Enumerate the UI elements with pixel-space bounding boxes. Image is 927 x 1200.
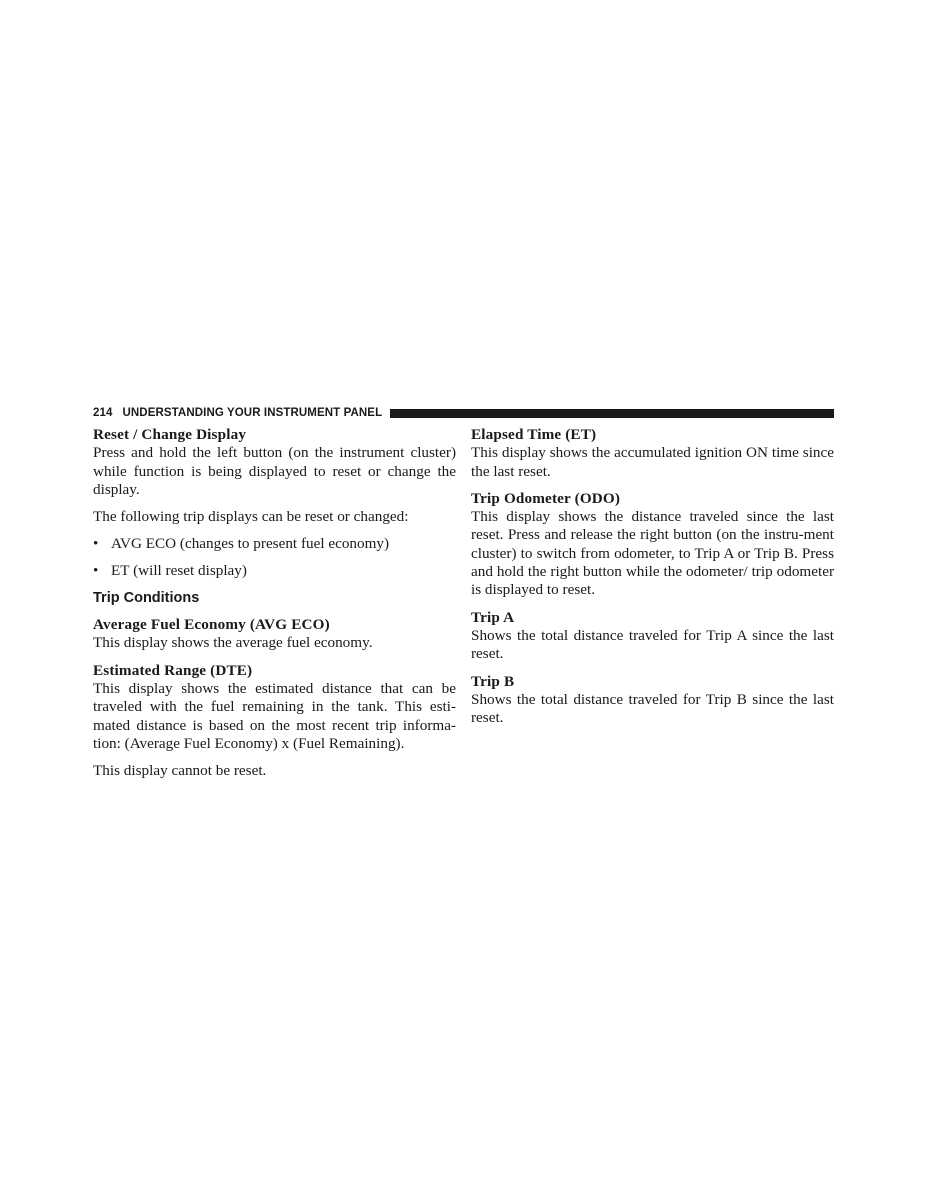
- list-item: [93, 562, 456, 580]
- odo-body: This display shows the distance traveled since the last reset. Press and release the right button (on the instru-ment cluster) to switch from odometer, to Trip A or Trip B. Press and hold the right button while the odometer/ trip odometer is displayed to reset.: [471, 508, 834, 599]
- odo-heading: Trip Odometer (ODO): [471, 489, 621, 507]
- trip-a-heading: Trip A: [471, 608, 515, 626]
- page-number: 214: [93, 407, 113, 419]
- reset-heading: Reset / Change Display: [93, 426, 247, 443]
- trip-display-list: [93, 535, 456, 580]
- header-rule: [390, 409, 834, 418]
- avg-eco-heading: Average Fuel Economy (AVG ECO): [93, 616, 330, 634]
- page-header: [93, 405, 834, 421]
- following-text: The following trip displays can be reset or changed:: [93, 508, 409, 526]
- trip-b-heading: Trip B: [471, 672, 515, 690]
- list-item-text: ET (will reset display): [111, 562, 247, 580]
- right-column: [471, 426, 834, 736]
- et-body: This display shows the accumulated ignition ON time since the last reset.: [471, 444, 834, 480]
- section-title: UNDERSTANDING YOUR INSTRUMENT PANEL: [122, 407, 383, 419]
- no-reset-text: This display cannot be reset.: [93, 762, 267, 780]
- list-item: [93, 535, 456, 553]
- trip-b-body: Shows the total distance traveled for Trip B since the last reset.: [471, 690, 834, 727]
- et-heading: Elapsed Time (ET): [471, 426, 597, 443]
- reset-body: Press and hold the left button (on the instrument cluster) while function is being displayed to reset or change the display.: [93, 444, 456, 498]
- bullet-icon: •: [93, 562, 99, 580]
- dte-heading: Estimated Range (DTE): [93, 661, 253, 679]
- bullet-icon: •: [93, 535, 99, 553]
- dte-body: This display shows the estimated distance that can be traveled with the fuel remaining in the tank. This esti-mated distance is based on the most recent trip informa-tion: (Average Fuel Economy) x (Fuel Remaining).: [93, 679, 456, 752]
- trip-conditions-heading: Trip Conditions: [93, 590, 200, 607]
- trip-a-body: Shows the total distance traveled for Trip A since the last reset.: [471, 626, 834, 663]
- avg-eco-body: This display shows the average fuel economy.: [93, 634, 373, 652]
- list-item-text: AVG ECO (changes to present fuel economy): [111, 535, 390, 553]
- left-column: [93, 426, 456, 789]
